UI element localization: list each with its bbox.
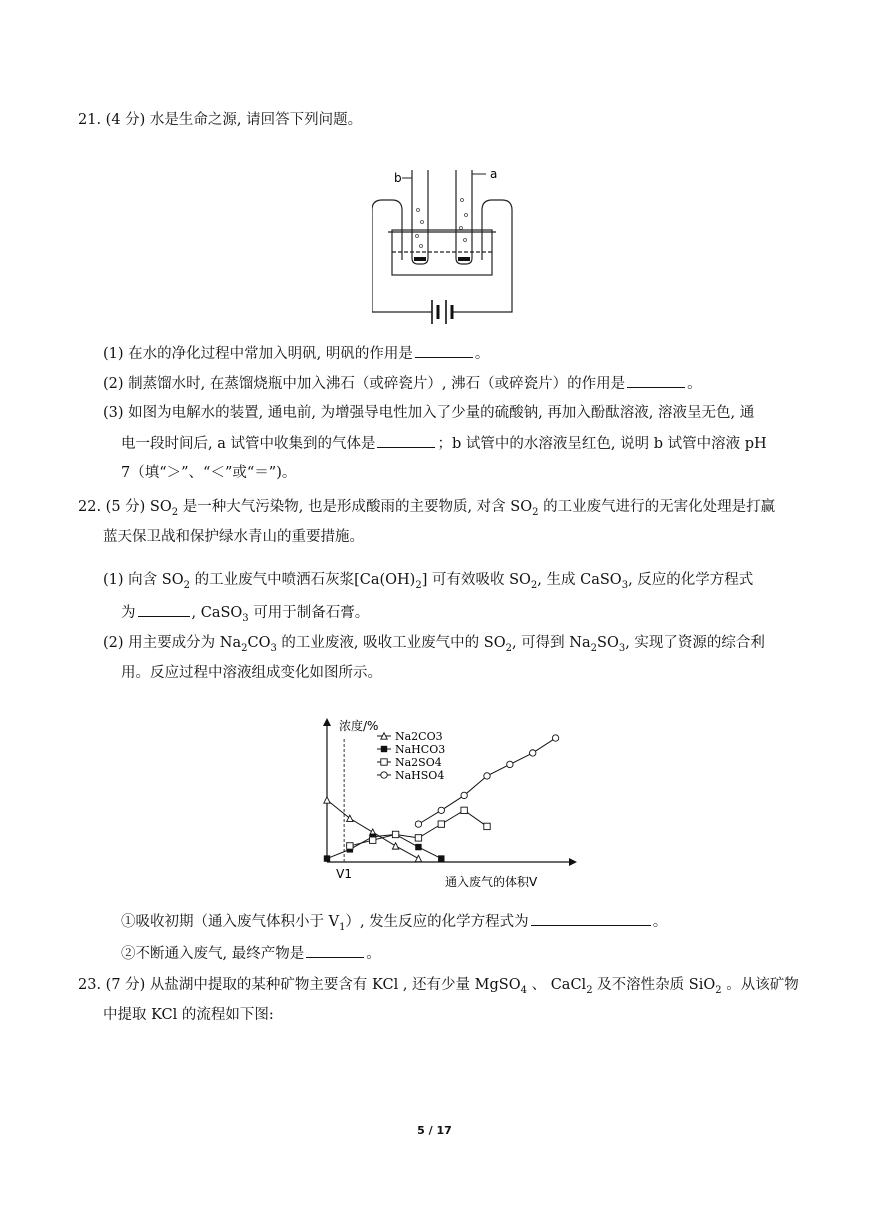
y-axis-arrow	[323, 718, 331, 726]
data-point	[415, 855, 421, 861]
formula-bracket: ]	[421, 572, 428, 588]
q21-part2	[103, 373, 702, 394]
q21-part1-text: (1) 在水的净化过程中常加入明矾, 明矾的作用是	[103, 346, 413, 362]
q23-line2: 中提取 KCl 的流程如下图:	[103, 1007, 274, 1023]
concentration-chart	[315, 714, 585, 894]
y-axis-label: 浓度/%	[339, 719, 379, 733]
q22-stem-line2: 蓝天保卫战和保护绿水青山的重要措施。	[103, 529, 364, 545]
q22-subq1-text: ）, 发生反应的化学方程式为	[345, 914, 529, 930]
q22-part1-text: 可用于制备石膏。	[248, 605, 370, 621]
subscript: 2	[183, 579, 190, 591]
q22-subq1-end: 。	[652, 914, 668, 930]
subscript: 2	[532, 506, 539, 518]
subscript: 2	[715, 984, 722, 996]
data-point	[392, 843, 398, 849]
data-point	[415, 835, 421, 841]
q22-part2-text: , 实现了资源的综合利	[625, 635, 765, 651]
data-point	[381, 746, 387, 752]
data-point	[461, 807, 467, 813]
data-point	[552, 735, 558, 741]
q21-part3-line3: 7（填“＞”、“＜”或“＝”)。	[121, 465, 297, 481]
q22-part1-text: 可有效吸收 SO	[427, 572, 531, 588]
q23-line1	[78, 975, 799, 995]
q21-part3-text: 电一段时间后, a 试管中收集到的气体是	[121, 436, 376, 452]
subscript: 3	[242, 612, 249, 624]
q23-text: 。从该矿物	[721, 977, 799, 993]
q21-part1	[103, 343, 489, 364]
q22-part1-line2	[121, 602, 369, 623]
data-point	[438, 807, 444, 813]
legend-entry: NaHCO3	[395, 743, 446, 756]
q21-part1-end: 。	[474, 346, 490, 362]
answer-blank[interactable]	[306, 943, 364, 958]
data-point	[381, 772, 387, 778]
data-point	[484, 823, 490, 829]
subscript: 3	[621, 579, 629, 591]
data-point	[438, 855, 444, 861]
legend-entry: Na2CO3	[395, 730, 443, 743]
q22-stem-text: 的工业废气进行的无害化处理是打赢	[538, 499, 776, 515]
q22-stem-line1	[78, 497, 775, 517]
x-axis-arrow	[569, 858, 577, 866]
data-point	[507, 761, 513, 767]
q22-stem-text: 22. (5 分) SO	[78, 499, 172, 515]
q22-part1-text: 为	[121, 605, 136, 621]
legend-entry: NaHSO4	[395, 769, 445, 782]
tube-label-b: b	[394, 171, 402, 185]
q22-subq2-text: ②不断通入废气, 最终产物是	[121, 946, 305, 962]
data-point	[530, 750, 536, 756]
data-point	[461, 792, 467, 798]
data-point	[415, 821, 421, 827]
x-axis-label: 通入废气的体积V	[445, 875, 538, 889]
page-number: 5 / 17	[417, 1124, 452, 1137]
subscript: 4	[520, 984, 527, 996]
answer-blank[interactable]	[138, 602, 190, 617]
q22-part2-text: , 可得到 Na	[511, 635, 591, 651]
q21-part2-text: (2) 制蒸馏水时, 在蒸馏烧瓶中加入沸石（或碎瓷片）, 沸石（或碎瓷片）的作用是	[103, 376, 626, 392]
electrolysis-apparatus-diagram	[372, 160, 522, 332]
q22-part2-text: (2) 用主要成分为 Na	[103, 635, 242, 651]
q22-subq2-end: 。	[366, 946, 381, 962]
data-point	[438, 821, 444, 827]
q22-subq2	[121, 943, 381, 964]
subscript: 3	[618, 642, 626, 654]
q21-part3-text-after: ；b 试管中的水溶液呈红色, 说明 b 试管中溶液 pH	[437, 436, 767, 452]
subscript: 2	[505, 642, 512, 654]
subscript: 3	[270, 642, 277, 654]
q21-part3-line1: (3) 如图为电解水的装置, 通电前, 为增强导电性加入了少量的硫酸钠, 再加入酚酞溶液, 溶液呈无色, 通	[103, 405, 755, 421]
q22-part1-text: (1) 向含 SO	[103, 572, 184, 588]
subscript: 2	[171, 506, 179, 518]
q22-part2-text: CO	[247, 635, 271, 651]
q22-subq1-text: ①吸收初期（通入废气体积小于 V	[121, 914, 340, 930]
x-marker-label: V1	[336, 867, 352, 881]
q22-part2-text: SO	[597, 635, 619, 651]
subscript: 1	[339, 921, 346, 933]
subscript: 2	[586, 984, 593, 996]
legend-entry: Na2SO4	[395, 756, 442, 769]
subscript: 2	[590, 642, 598, 654]
q22-part1-text: , 生成 CaSO	[537, 572, 622, 588]
q22-stem-text: 是一种大气污染物, 也是形成酸雨的主要物质, 对含 SO	[178, 499, 533, 515]
answer-blank[interactable]	[627, 373, 685, 388]
formula-lime-slurry: [Ca(OH)	[354, 572, 416, 588]
q23-text: 、 CaCl	[526, 977, 587, 993]
subscript: 2	[530, 579, 538, 591]
q21-part2-end: 。	[687, 376, 702, 392]
q22-part2-text: 的工业废液, 吸收工业废气中的 SO	[276, 635, 506, 651]
q22-part2-line2: 用。反应过程中溶液组成变化如图所示。	[121, 665, 382, 681]
q21-stem: 21. (4 分) 水是生命之源, 请回答下列问题。	[78, 112, 363, 128]
q22-subq1	[121, 911, 667, 932]
answer-blank[interactable]	[377, 433, 435, 448]
data-point	[324, 855, 330, 861]
subscript: 2	[241, 642, 248, 654]
q22-part1-text: , 反应的化学方程式	[628, 572, 754, 588]
data-point	[484, 773, 490, 779]
data-point	[347, 843, 353, 849]
data-point	[324, 797, 330, 803]
q22-part1-text: , CaSO	[191, 605, 243, 621]
q22-part1-line1	[103, 570, 753, 590]
answer-blank[interactable]	[415, 343, 473, 358]
data-point	[381, 759, 387, 765]
q23-text: 23. (7 分) 从盐湖中提取的某种矿物主要含有 KCl , 还有少量 MgSO	[78, 977, 521, 993]
q22-part2-line1	[103, 633, 765, 653]
q21-part3-line2	[121, 433, 767, 454]
data-point	[392, 831, 398, 837]
answer-blank[interactable]	[531, 911, 651, 926]
subscript: 2	[415, 579, 422, 591]
q23-text: 及不溶性杂质 SiO	[592, 977, 716, 993]
tube-label-a: a	[490, 167, 498, 181]
data-point	[370, 837, 376, 843]
data-point	[415, 844, 421, 850]
q22-part1-text: 的工业废气中喷洒石灰浆	[189, 572, 355, 588]
